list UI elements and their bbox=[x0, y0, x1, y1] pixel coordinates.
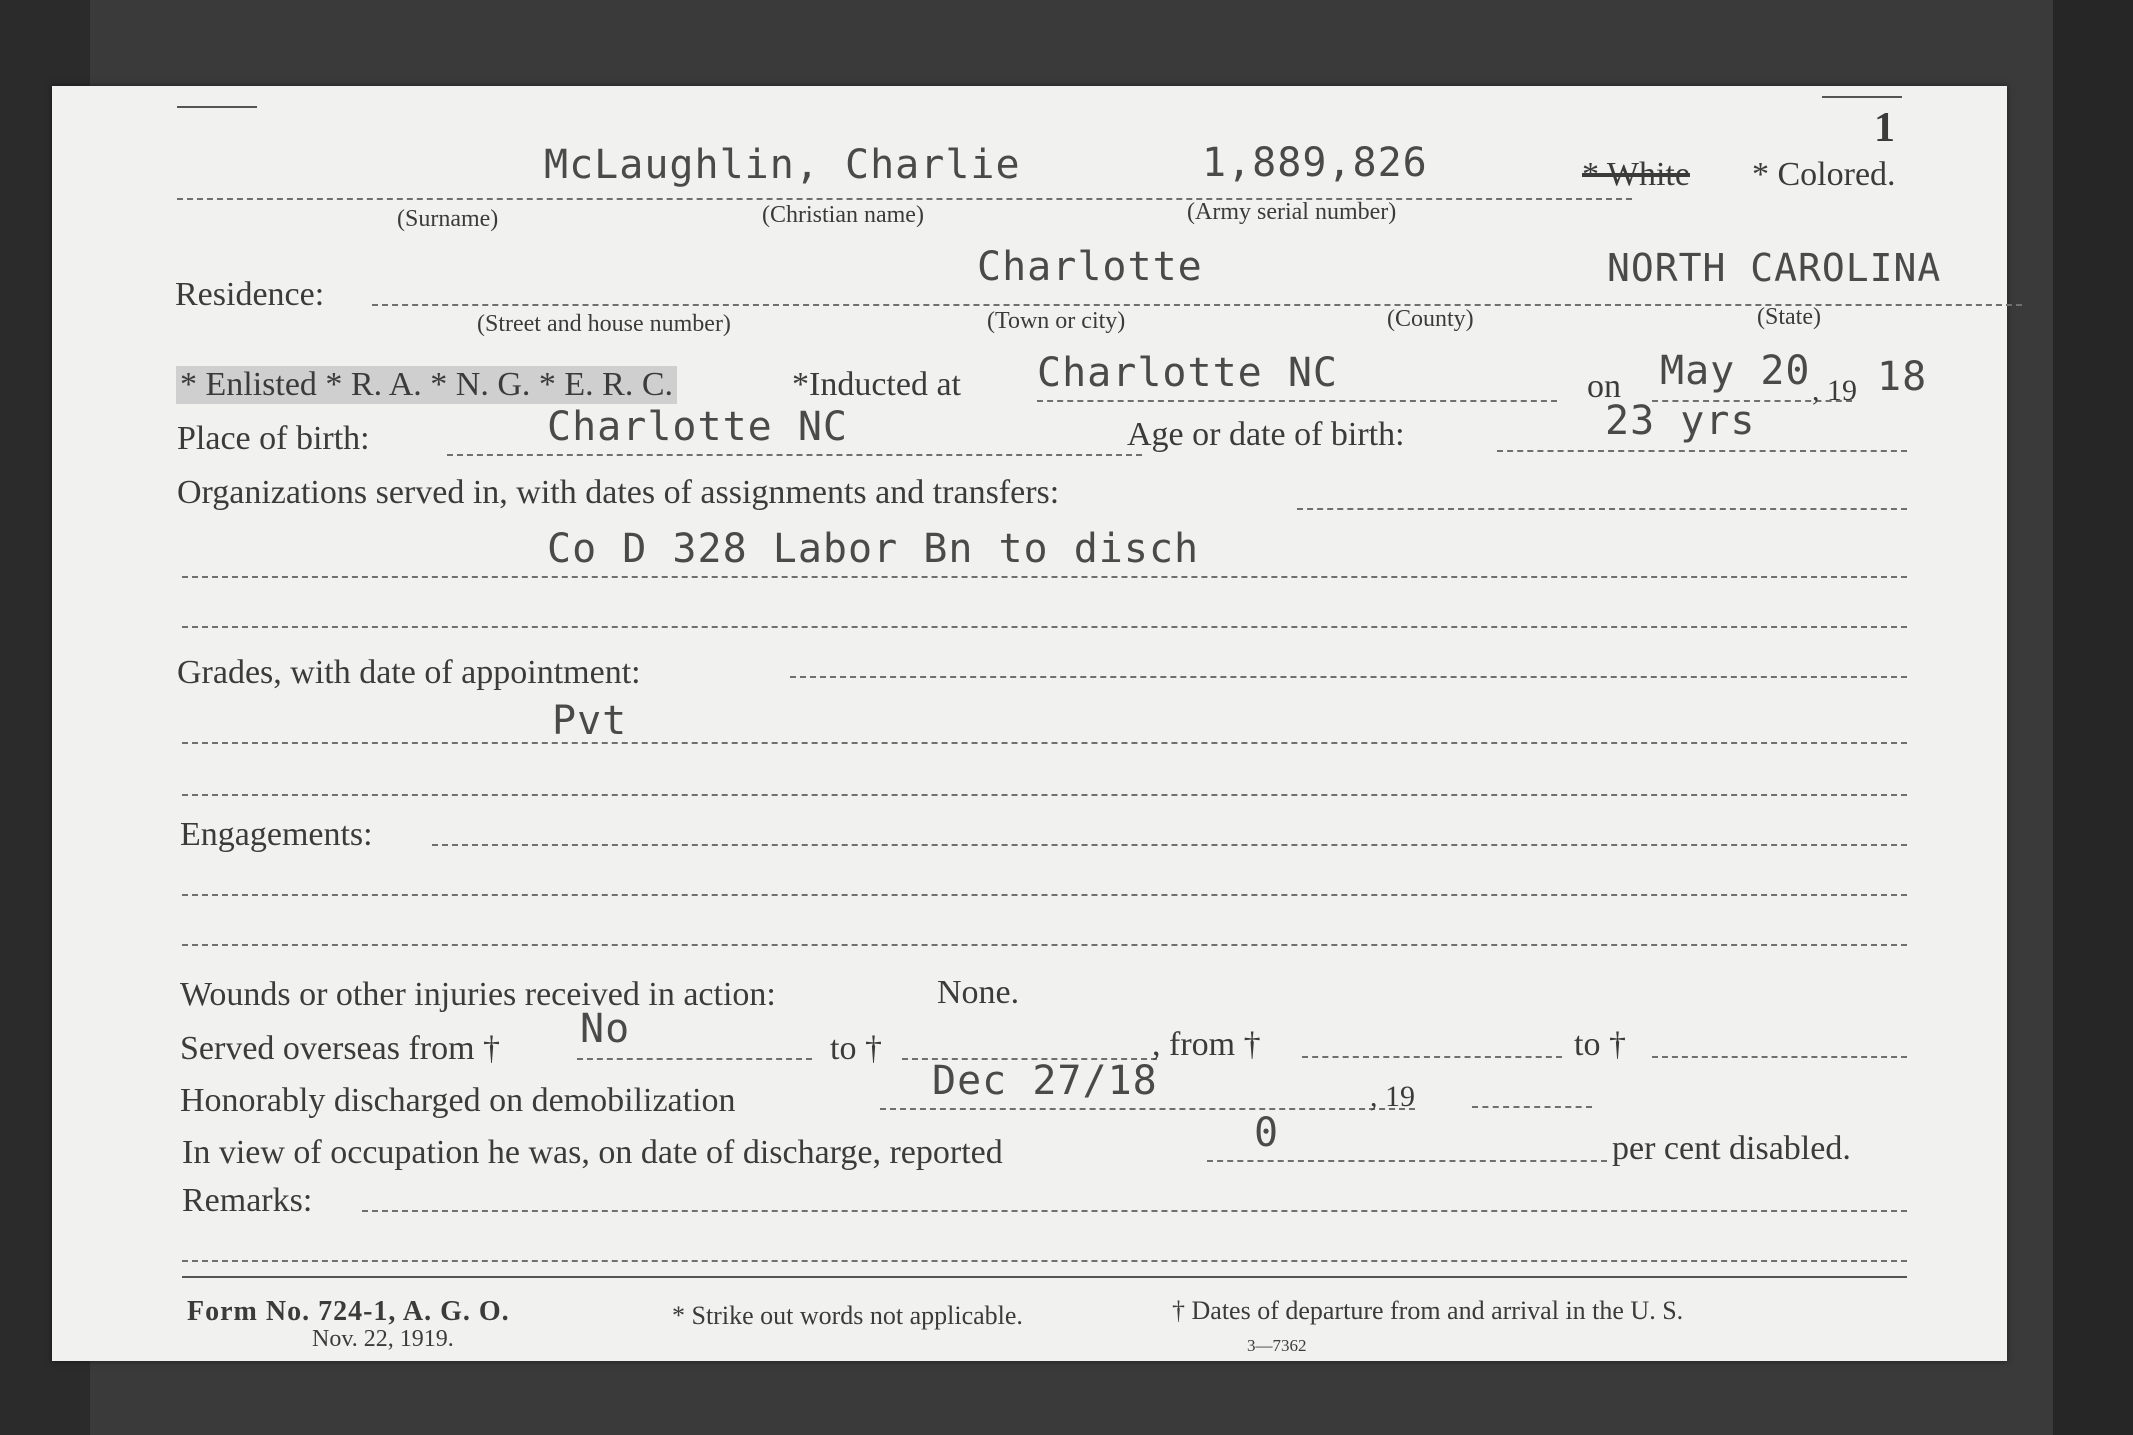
age-line bbox=[1497, 450, 1907, 452]
overseas-to-label: to † bbox=[830, 1030, 882, 1067]
overseas-to2-label: to † bbox=[1574, 1026, 1626, 1063]
enlisted-options: * Enlisted * R. A. * N. G. * E. R. C. bbox=[176, 366, 677, 404]
organizations-line-2 bbox=[182, 576, 1907, 578]
wounds-value: None. bbox=[937, 974, 1020, 1011]
organizations-line-3 bbox=[182, 626, 1907, 628]
overseas-value: No bbox=[580, 1006, 631, 1052]
caption-surname: (Surname) bbox=[397, 206, 499, 232]
inducted-at-line bbox=[1037, 400, 1557, 402]
discharge-date: Dec 27/18 bbox=[932, 1058, 1158, 1104]
remarks-label: Remarks: bbox=[182, 1182, 313, 1219]
discharge-year-line bbox=[1472, 1106, 1592, 1108]
disabled-percent: 0 bbox=[1254, 1110, 1280, 1156]
form-number: Form No. 724-1, A. G. O. bbox=[187, 1296, 510, 1327]
print-code: 3—7362 bbox=[1247, 1336, 1307, 1355]
grades-line-3 bbox=[182, 794, 1907, 796]
caption-christian-name: (Christian name) bbox=[762, 202, 924, 228]
corner-rule-right bbox=[1822, 96, 1902, 98]
caption-street: (Street and house number) bbox=[477, 311, 731, 337]
remarks-line-2 bbox=[182, 1260, 1907, 1262]
on-label: on bbox=[1587, 368, 1621, 405]
inducted-label: *Inducted at bbox=[792, 366, 961, 403]
inducted-year: 18 bbox=[1877, 354, 1928, 400]
race-colored: * Colored. bbox=[1752, 156, 1896, 193]
grade-value: Pvt bbox=[552, 698, 628, 744]
inducted-date: May 20 bbox=[1660, 348, 1811, 394]
birthplace: Charlotte NC bbox=[547, 404, 848, 450]
army-serial-number: 1,889,826 bbox=[1202, 140, 1428, 186]
caption-state: (State) bbox=[1757, 304, 1821, 330]
name-line bbox=[177, 198, 1632, 200]
discharge-date-line bbox=[880, 1108, 1415, 1110]
engagements-line-1 bbox=[432, 844, 1907, 846]
wounds-label: Wounds or other injuries received in action: bbox=[180, 976, 776, 1013]
caption-county: (County) bbox=[1387, 306, 1474, 332]
discharge-year-prefix: , 19 bbox=[1370, 1080, 1415, 1113]
residence-town: Charlotte bbox=[977, 244, 1203, 290]
organizations-label: Organizations served in, with dates of assignments and transfers: bbox=[177, 474, 1060, 511]
disabled-label: per cent disabled. bbox=[1612, 1130, 1851, 1167]
race-white-struck: * White bbox=[1582, 156, 1690, 193]
grades-line-1 bbox=[790, 676, 1907, 678]
caption-army-serial: (Army serial number) bbox=[1187, 199, 1397, 225]
strike-out-note: * Strike out words not applicable. bbox=[672, 1301, 1023, 1330]
caption-town: (Town or city) bbox=[987, 308, 1126, 334]
grades-line-2 bbox=[182, 742, 1907, 744]
remarks-line-1 bbox=[362, 1210, 1907, 1212]
organizations-value: Co D 328 Labor Bn to disch bbox=[547, 526, 1200, 572]
inducted-at-place: Charlotte NC bbox=[1037, 350, 1338, 396]
overseas-from-line bbox=[577, 1058, 812, 1060]
overseas-to2-line bbox=[1652, 1056, 1907, 1058]
overseas-from2-line bbox=[1302, 1056, 1562, 1058]
engagements-label: Engagements: bbox=[180, 816, 373, 853]
occupation-label: In view of occupation he was, on date of discharge, reported bbox=[182, 1134, 1003, 1171]
engagements-line-2 bbox=[182, 894, 1907, 896]
discharge-label: Honorably discharged on demobilization bbox=[180, 1082, 736, 1119]
footer-rule bbox=[182, 1276, 1907, 1278]
dates-note: † Dates of departure from and arrival in the U. S. bbox=[1172, 1296, 1684, 1325]
scan-background-right bbox=[2053, 0, 2133, 1435]
birthplace-line bbox=[447, 454, 1142, 456]
age-label: Age or date of birth: bbox=[1127, 416, 1405, 453]
surname-given-name: McLaughlin, Charlie bbox=[544, 142, 1021, 188]
corner-rule-left bbox=[177, 106, 257, 108]
age-value: 23 yrs bbox=[1605, 398, 1756, 444]
service-record-card bbox=[52, 86, 2007, 1361]
card-number: 1 bbox=[1874, 105, 1895, 151]
organizations-line-1 bbox=[1297, 508, 1907, 510]
form-date: Nov. 22, 1919. bbox=[312, 1326, 454, 1352]
overseas-label: Served overseas from † bbox=[180, 1030, 501, 1067]
residence-label: Residence: bbox=[175, 276, 325, 313]
grades-label: Grades, with date of appointment: bbox=[177, 654, 641, 691]
disabled-line bbox=[1207, 1160, 1607, 1162]
overseas-from2-label: , from † bbox=[1152, 1026, 1261, 1063]
engagements-line-3 bbox=[182, 944, 1907, 946]
birthplace-label: Place of birth: bbox=[177, 420, 370, 457]
year-prefix: , 19 bbox=[1812, 374, 1857, 407]
residence-state: NORTH CAROLINA bbox=[1607, 246, 1942, 290]
